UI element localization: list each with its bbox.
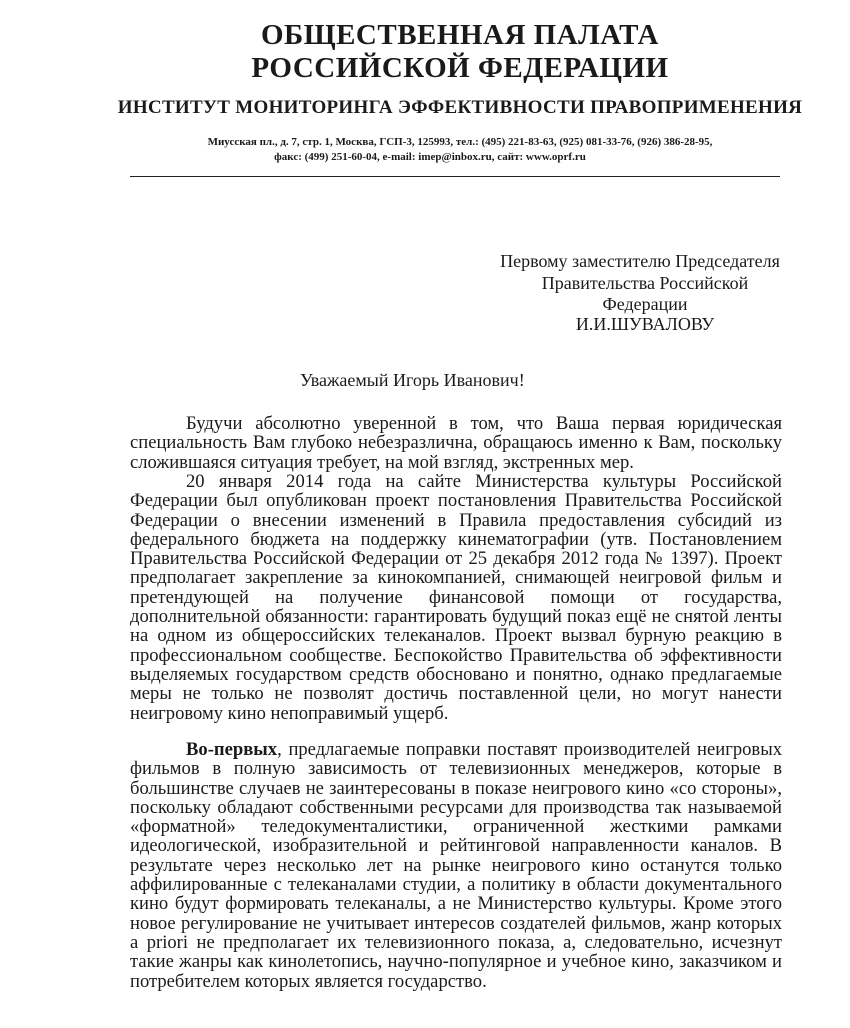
organization-title-line2: РОССИЙСКОЙ ФЕДЕРАЦИИ xyxy=(251,52,669,84)
header-divider xyxy=(130,176,780,177)
addressee-line2: Правительства Российской xyxy=(541,273,749,293)
contact-address-line2: факс: (499) 251-60-04, e-mail: imep@inbox.ru, сайт: www.oprf.ru xyxy=(274,151,586,163)
paragraph-lead-bold: Во-первых xyxy=(186,739,278,760)
addressee-line1: Первому заместителю Председателя xyxy=(500,251,780,271)
body-paragraph-2: 20 января 2014 года на сайте Министерства культуры Российской Федерации был опубликован проект постановления Правительства Российской Федерации о внесении изменений в Правила предоставления субсидий из федерального бюджета на поддержку кинематографии (утв. Постановлением Правительства Российской Федерации от 25 декабря 2012 года № 1397). Проект предполагает закрепление за кинокомпанией, снимающей неигровой фильм и претендующей на получение финансовой помощи от государства, дополнительной обязанности: гарантировать будущий показ ещё не снятой ленты на одном из общероссийских телеканалов. Проект вызвал бурную реакцию в профессиональном сообществе. Беспокойство Правительства об эффективности выделяемых государством средств обосновано и понятно, однако предлагаемые меры не только не позволят достичь поставленной цели, но могут нанести неигровому кино непоправимый ущерб. xyxy=(130,471,782,724)
body-paragraph-1: Будучи абсолютно уверенной в том, что Ваша первая юридическая специальность Вам глубоко небезразлична, обращаюсь именно к Вам, поскольку сложившаяся ситуация требует, на мой взгляд, экстренных мер. xyxy=(130,413,782,473)
salutation: Уважаемый Игорь Иванович! xyxy=(300,370,525,390)
addressee-line3: Федерации xyxy=(602,294,688,314)
body-paragraph-3 xyxy=(130,740,782,991)
contact-address-line1: Миусская пл., д. 7, стр. 1, Москва, ГСП-3, 125993, тел.: (495) 221-83-63, (925) 081-33-76, (926) 386-28-95, xyxy=(207,136,713,148)
addressee-name: И.И.ШУВАЛОВУ xyxy=(575,314,715,334)
paragraph-3-text: , предлагаемые поправки поставят производителей неигровых фильмов в полную зависимость от телевизионных менеджеров, которые в большинстве случаев не заинтересованы в показе неигрового кино «со стороны», поскольку обладают собственными ресурсами для производства так называемой «форматной» теледокументалистики, ограниченной жесткими рамками идеологической, изобразительной и рейтинговой направленности каналов. В результате через несколько лет на рынке неигрового кино останутся только аффилированные с телеканалами студии, а политику в области документального кино будут формировать телеканалы, а не Министерство культуры. Кроме этого новое регулирование не учитывает интересов создателей фильмов, жанр которых a priori не предполагает их телевизионного показа, а, следовательно, исчезнут такие жанры как кинолетопись, научно-популярное и учебное кино, заказчиком и потребителем которых является государство. xyxy=(130,739,782,992)
organization-title-line1: ОБЩЕСТВЕННАЯ ПАЛАТА xyxy=(261,19,659,51)
institute-title: ИНСТИТУТ МОНИТОРИНГА ЭФФЕКТИВНОСТИ ПРАВОПРИМЕНЕНИЯ xyxy=(117,97,803,118)
